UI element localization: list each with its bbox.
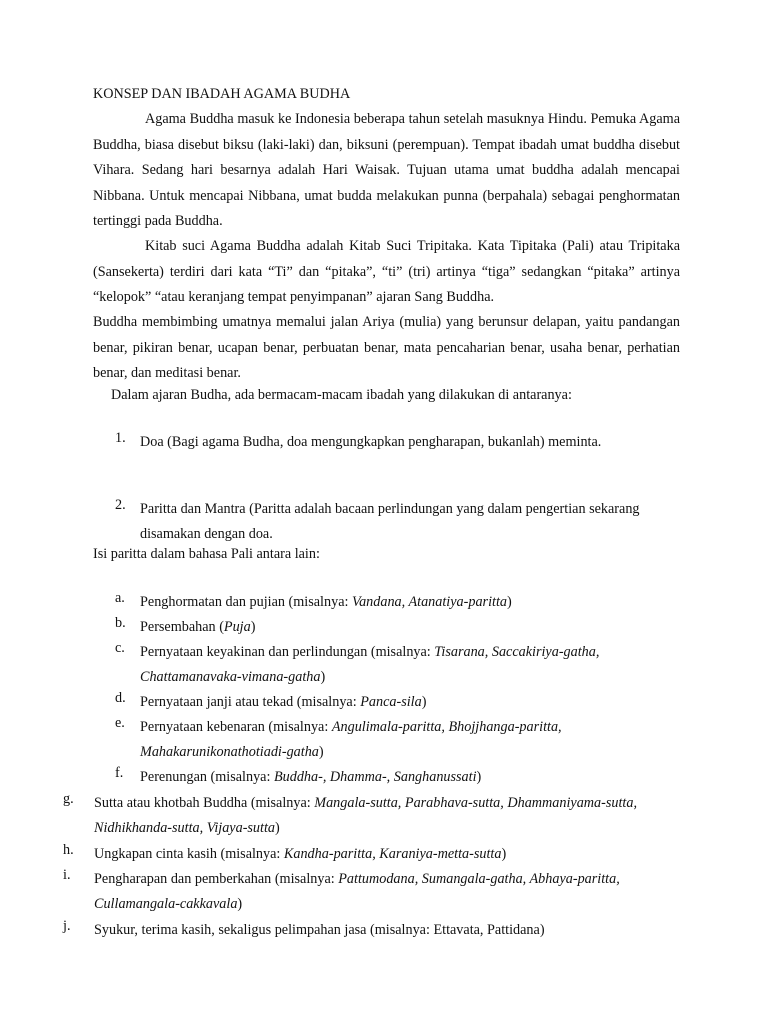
list-marker: a. xyxy=(115,590,125,606)
list-marker: c. xyxy=(115,640,125,656)
list-item-text: Perenungan (misalnya: Buddha-, Dhamma-, Sanghanussati) xyxy=(140,769,482,785)
list-item-text: Syukur, terima kasih, sekaligus pelimpahan jasa (misalnya: Ettavata, Pattidana) xyxy=(94,922,545,938)
document-title: KONSEP DAN IBADAH AGAMA BUDHA xyxy=(93,86,351,102)
list-item-text: Ungkapan cinta kasih (misalnya: Kandha-paritta, Karaniya-metta-sutta) xyxy=(94,846,507,862)
list-item-text: Persembahan (Puja) xyxy=(140,619,256,635)
paragraph-text: Agama Buddha masuk ke Indonesia beberapa tahun setelah masuknya Hindu. Pemuka Agama Buddha, biasa disebut biksu (laki-laki) dan, biksuni (perempuan). Tempat ibadah umat buddha disebut Vihara. Sedang hari besarnya adalah Hari Waisak. Tujuan utama umat buddha adalah mencapai Nibbana. Untuk mencapai Nibbana, umat budda melakukan punna (berpahala) sebagai penghormatan tertinggi pada Buddha. xyxy=(93,111,680,229)
list-marker: b. xyxy=(115,615,126,631)
paragraph-text: Kitab suci Agama Buddha adalah Kitab Suci Tripitaka. Kata Tipitaka (Pali) atau Tripitaka (Sansekerta) terdiri dari kata “Ti” dan “pitaka”, “ti” (tri) artinya “tiga” sedangkan “pitaka” artinya “kelopok” “atau keranjang tempat penyimpanan” ajaran Sang Buddha. xyxy=(93,238,680,305)
list-item-text: Penghormatan dan pujian (misalnya: Vandana, Atanatiya-paritta) xyxy=(140,594,512,610)
ibadah-intro: Dalam ajaran Budha, ada bermacam-macam ibadah yang dilakukan di antaranya: xyxy=(111,387,572,403)
list-item-text: Sutta atau khotbah Buddha (misalnya: Mangala-sutta, Parabhava-sutta, Dhammaniyama-sutta, Nidhikhanda-sutta, Vijaya-sutta) xyxy=(94,795,638,836)
list-marker: d. xyxy=(115,690,126,706)
paragraph-jalan-ariya xyxy=(93,310,680,387)
isi-paritta-heading: Isi paritta dalam bahasa Pali antara lain: xyxy=(93,546,320,562)
list-item-text: Pengharapan dan pemberkahan (misalnya: Pattumodana, Sumangala-gatha, Abhaya-paritta, Cullamangala-cakkavala) xyxy=(94,871,620,912)
list-marker: h. xyxy=(63,842,74,858)
list-marker: f. xyxy=(115,765,124,781)
list-item-text: Doa (Bagi agama Budha, doa mengungkapkan pengharapan, bukanlah) meminta. xyxy=(140,434,602,450)
list-marker: 1. xyxy=(115,430,126,446)
paragraph-text: Buddha membimbing umatnya memalui jalan Ariya (mulia) yang berunsur delapan, yaitu pandangan benar, pikiran benar, ucapan benar, perbuatan benar, mata pencaharian benar, usaha benar, perhatian benar, dan meditasi benar. xyxy=(93,314,680,381)
paragraph-intro-buddha xyxy=(93,107,680,235)
list-item-text: Paritta dan Mantra (Paritta adalah bacaan perlindungan yang dalam pengertian sekarang disamakan dengan doa. xyxy=(140,501,640,542)
paragraph-tripitaka xyxy=(93,234,680,311)
list-marker: j. xyxy=(63,918,71,934)
list-item-text: Pernyataan keyakinan dan perlindungan (misalnya: Tisarana, Saccakiriya-gatha, Chattamanavaka-vimana-gatha) xyxy=(140,644,600,685)
list-marker: 2. xyxy=(115,497,126,513)
list-marker: g. xyxy=(63,791,74,807)
list-marker: e. xyxy=(115,715,125,731)
list-marker: i. xyxy=(63,867,71,883)
list-item-text: Pernyataan kebenaran (misalnya: Angulimala-paritta, Bhojjhanga-paritta, Mahakarunikonathotiadi-gatha) xyxy=(140,719,562,760)
list-item-text: Pernyataan janji atau tekad (misalnya: Panca-sila) xyxy=(140,694,427,710)
